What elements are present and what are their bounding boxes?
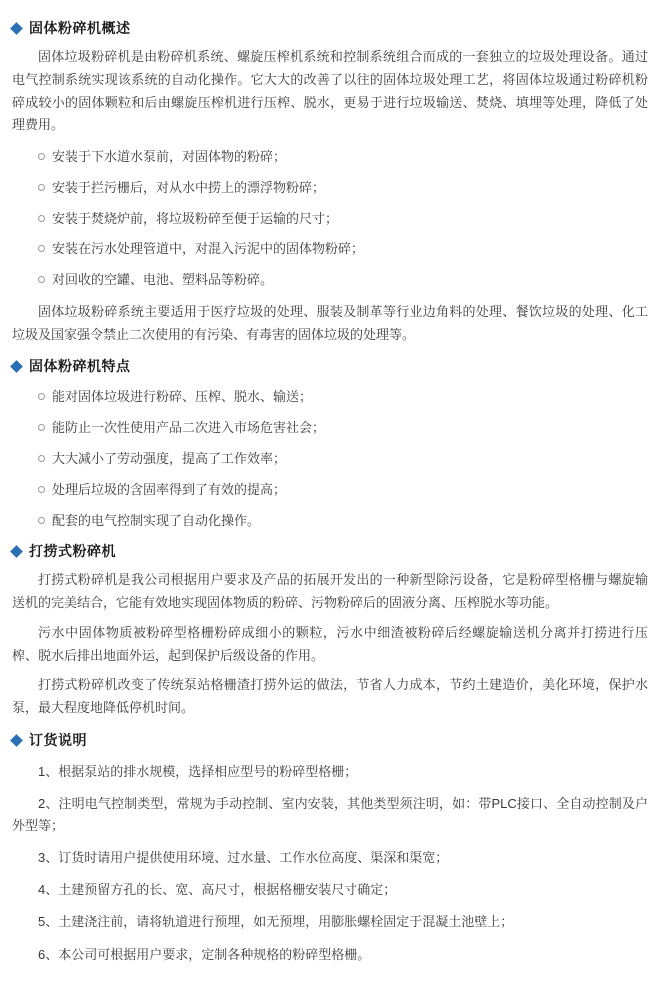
list-item: 5、土建浇注前，请将轨道进行预埋，如无预埋，用膨胀螺栓固定于混凝土池壁上； — [38, 914, 514, 930]
bullet-list — [12, 147, 648, 291]
section-title: 打捞式粉碎机 — [29, 543, 116, 560]
section-title: 固体粉碎机概述 — [29, 20, 131, 36]
section-dredging — [12, 541, 648, 720]
list-item-label: 大大减小了劳动强度，提高了工作效率； — [52, 451, 287, 467]
section-overview — [12, 18, 648, 346]
section-heading — [12, 18, 648, 39]
circle-bullet-icon — [38, 486, 45, 493]
circle-bullet-icon — [38, 276, 45, 283]
circle-bullet-icon — [38, 215, 45, 222]
circle-bullet-icon — [38, 153, 45, 160]
circle-bullet-icon — [38, 393, 45, 400]
list-item — [12, 270, 648, 291]
list-item — [12, 178, 648, 199]
paragraph: 固体垃圾粉碎机是由粉碎机系统、螺旋压榨机系统和控制系统组合而成的一套独立的垃圾处理设备。通过电气控制系统实现该系统的自动化操作。它大大的改善了以往的固体垃圾处理工艺，将固体垃圾通过粉碎机粉碎成较小的固体颗粒和后由螺旋压榨机进行压榨、脱水，更易于进行垃圾输送、焚烧、填埋等处理，降低了处理费用。 — [12, 49, 648, 133]
list-item-label: 能对固体垃圾进行粉碎、压榨、脱水、输送； — [52, 389, 313, 405]
list-item-label: 处理后垃圾的含固率得到了有效的提高； — [52, 481, 287, 497]
list-item: 2、注明电气控制类型，常规为手动控制、室内安装，其他类型须注明，如：带PLC接口、全自动控制及户外型等； — [12, 796, 648, 834]
section-ordering — [12, 730, 648, 966]
diamond-bullet-icon — [10, 734, 23, 747]
list-item: 6、本公司可根据用户要求，定制各种规格的粉碎型格栅。 — [38, 946, 371, 962]
section-heading — [12, 730, 648, 751]
section-features — [12, 356, 648, 531]
list-item-label: 安装在污水处理管道中，对混入污泥中的固体物粉碎； — [52, 241, 365, 257]
list-item — [12, 147, 648, 168]
section-heading — [12, 356, 648, 377]
list-item — [12, 239, 648, 260]
paragraph: 打捞式粉碎机改变了传统泵站格栅渣打捞外运的做法，节省人力成本，节约土建造价，美化环境，保护水泵，最大程度地降低停机时间。 — [12, 677, 648, 716]
diamond-bullet-icon — [10, 361, 23, 374]
diamond-bullet-icon — [10, 22, 23, 35]
circle-bullet-icon — [38, 517, 45, 524]
list-item — [12, 209, 648, 230]
circle-bullet-icon — [38, 184, 45, 191]
list-item-label: 对回收的空罐、电池、塑料品等粉碎。 — [52, 272, 274, 288]
circle-bullet-icon — [38, 455, 45, 462]
paragraph: 打捞式粉碎机是我公司根据用户要求及产品的拓展开发出的一种新型除污设备，它是粉碎型格栅与螺旋输送机的完美结合，它能有效地实现固体物质的粉碎、污物粉碎后的固液分离、压榨脱水等功能。 — [12, 572, 648, 611]
paragraph: 污水中固体物质被粉碎型格栅粉碎成细小的颗粒，污水中细渣被粉碎后经螺旋输送机分离并打捞进行压榨、脱水后排出地面外运，起到保护后级设备的作用。 — [12, 624, 648, 663]
list-item: 4、土建预留方孔的长、宽、高尺寸，根据格栅安装尺寸确定； — [38, 882, 397, 898]
bullet-list — [12, 387, 648, 531]
paragraph: 固体垃圾粉碎系统主要适用于医疗垃圾的处理、服装及制革等行业边角料的处理、餐饮垃圾的处理、化工垃圾及国家强令禁止二次使用的有污染、有毒害的固体垃圾的处理等。 — [12, 303, 648, 342]
list-item: 1、根据泵站的排水规模，选择相应型号的粉碎型格栅； — [38, 763, 358, 779]
list-item — [12, 511, 648, 532]
list-item — [12, 387, 648, 408]
list-item — [12, 418, 648, 439]
list-item-label: 能防止一次性使用产品二次进入市场危害社会； — [52, 420, 326, 436]
list-item — [12, 480, 648, 501]
section-title: 固体粉碎机特点 — [29, 358, 131, 375]
circle-bullet-icon — [38, 424, 45, 431]
list-item: 3、订货时请用户提供使用环境、过水量、工作水位高度、渠深和渠宽； — [38, 850, 449, 866]
list-item-label: 安装于焚烧炉前，将垃圾粉碎至便于运输的尺寸； — [52, 210, 339, 226]
list-item-label: 配套的电气控制实现了自动化操作。 — [52, 512, 261, 528]
diamond-bullet-icon — [10, 546, 23, 559]
list-item — [12, 449, 648, 470]
circle-bullet-icon — [38, 245, 45, 252]
list-item-label: 安装于拦污栅后，对从水中捞上的漂浮物粉碎； — [52, 179, 326, 195]
section-heading — [12, 541, 648, 562]
numbered-list — [12, 761, 648, 966]
list-item-label: 安装于下水道水泵前，对固体物的粉碎； — [52, 149, 287, 164]
section-title: 订货说明 — [29, 731, 87, 748]
